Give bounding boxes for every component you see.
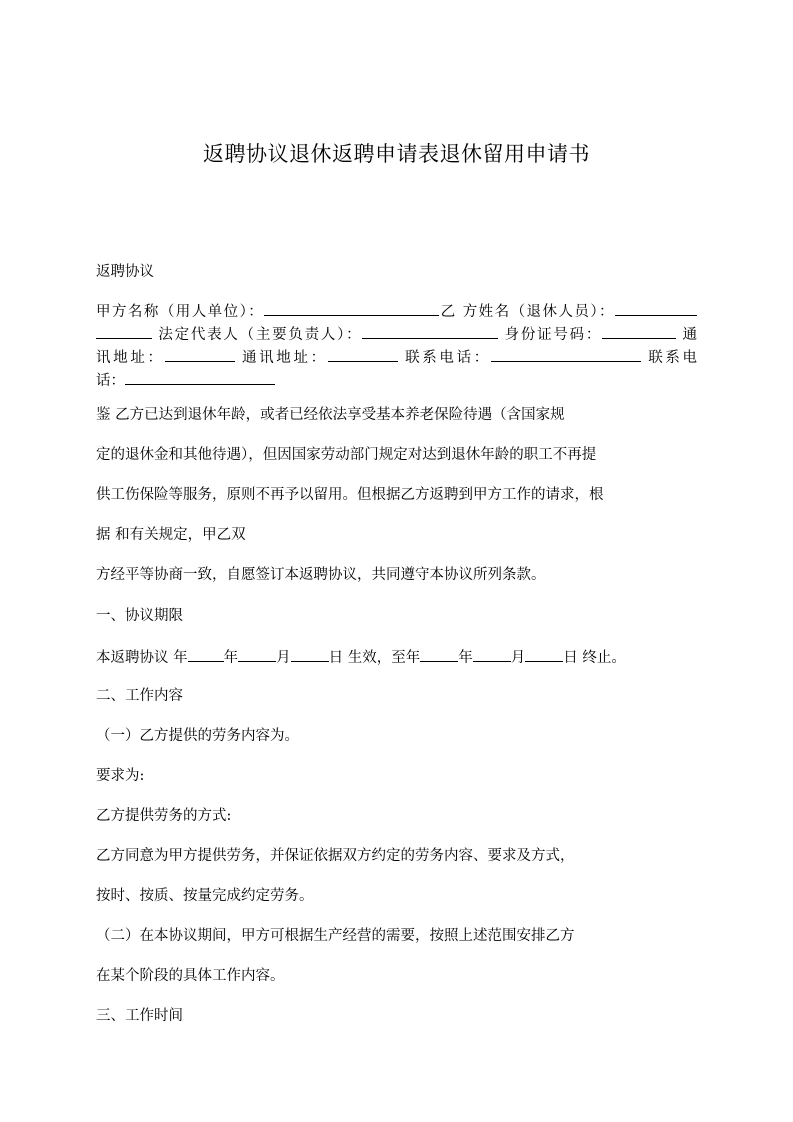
preamble-line-1: 鉴 乙方已达到退休年龄，或者已经依法享受基本养老保险待遇（含国家规 <box>96 407 565 423</box>
term-end: 日 终止。 <box>563 650 626 666</box>
address2-label: 通讯地址： <box>241 350 328 366</box>
phone1-label: 联系电话： <box>405 350 491 366</box>
address2-blank <box>328 346 398 362</box>
start-day-blank <box>291 646 329 662</box>
phone2-label-rest: 话： <box>96 373 125 389</box>
legal-rep-label: 法定代表人（主要负责人）： <box>158 327 363 343</box>
requirements-line: 要求为: <box>96 768 145 784</box>
term-prefix: 本返聘协议 年 <box>96 650 188 666</box>
end-year-blank <box>420 646 458 662</box>
clause-2-line-1: （二）在本协议期间，甲方可根据生产经营的需要，按照上述范围安排乙方 <box>96 928 575 944</box>
id-blank <box>602 323 676 339</box>
phone2-blank <box>125 369 275 385</box>
tong-label: 通 <box>682 327 698 343</box>
clause-2-line-2: 在某个阶段的具体工作内容。 <box>96 968 285 984</box>
end-month-blank <box>473 646 511 662</box>
legal-rep-blank <box>362 323 498 339</box>
preamble-line-4: 据 和有关规定，甲乙双 <box>96 527 246 543</box>
yi-name-blank-cont <box>96 323 152 339</box>
section-1-heading: 一、协议期限 <box>96 608 183 624</box>
document-title: 返聘协议退休返聘申请表退休留用申请书 <box>203 142 590 166</box>
section-2-heading: 二、工作内容 <box>96 688 183 704</box>
term-year: 年 <box>223 650 239 666</box>
agreement-line-1: 乙方同意为甲方提供劳务，并保证依据双方约定的劳务内容、要求及方式， <box>96 848 575 864</box>
jia-name-blank <box>264 300 439 316</box>
method-line: 乙方提供劳务的方式: <box>96 808 232 824</box>
clause-1: （一）乙方提供的劳务内容为。 <box>96 728 299 744</box>
term-effective: 日 生效，至年 <box>328 650 421 666</box>
id-label: 身份证号码： <box>504 327 603 343</box>
party-info-block <box>96 300 697 392</box>
preamble-line-5: 方经平等协商一致，自愿签订本返聘协议，共同遵守本协议所列条款。 <box>96 567 546 583</box>
start-month-blank <box>238 646 276 662</box>
phone1-blank <box>491 346 641 362</box>
term-line <box>96 646 697 668</box>
phone2-label-part: 联系电 <box>648 350 698 366</box>
preamble-line-3: 供工伤保险等服务，原则不再予以留用。但根据乙方返聘到甲方工作的请求，根 <box>96 487 604 503</box>
start-year-blank <box>188 646 224 662</box>
term-year-2: 年 <box>458 650 473 666</box>
address1-label: 讯地址： <box>96 350 165 366</box>
address1-blank <box>165 346 235 362</box>
yi-name-label: 乙 方姓名（退休人员）： <box>439 304 616 320</box>
section-3-heading: 三、工作时间 <box>96 1008 183 1024</box>
term-month: 月 <box>276 650 291 666</box>
term-month-2: 月 <box>510 650 526 666</box>
preamble-line-2: 定的退休金和其他待遇），但因国家劳动部门规定对达到退休年龄的职工不再提 <box>96 447 597 463</box>
end-day-blank <box>525 646 563 662</box>
section-heading: 返聘协议 <box>96 264 154 280</box>
yi-name-blank <box>615 300 697 316</box>
agreement-line-2: 按时、按质、按量完成约定劳务。 <box>96 888 314 904</box>
jia-name-label: 甲方名称（用人单位）： <box>96 304 265 320</box>
